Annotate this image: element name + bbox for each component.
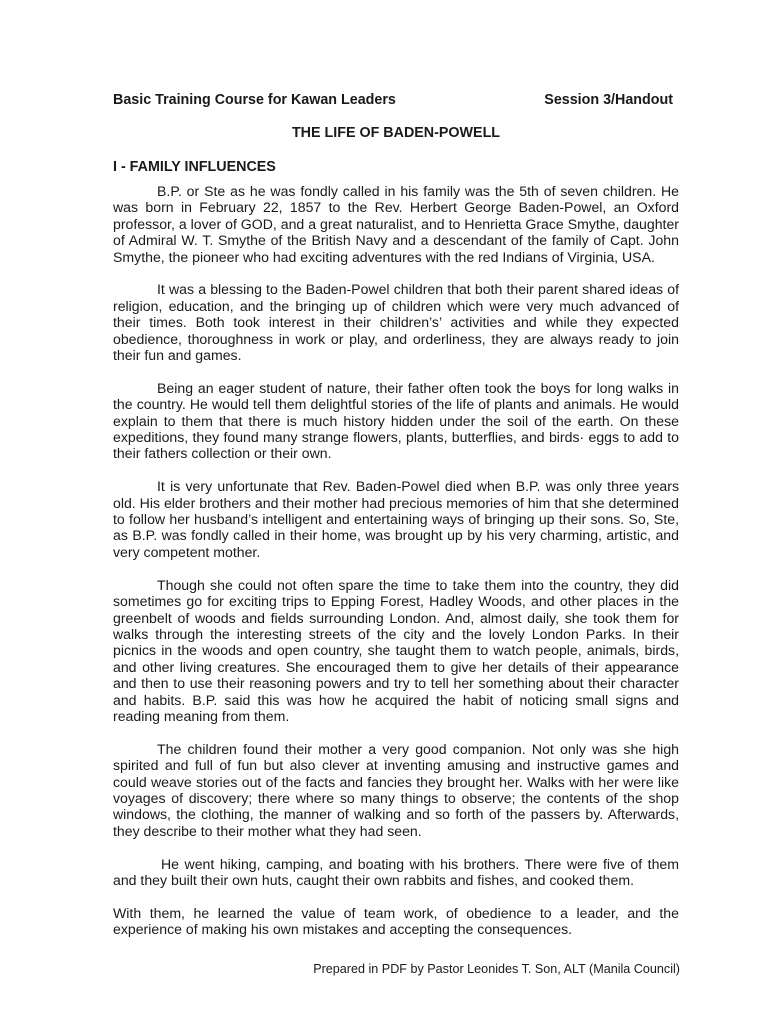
session-label: Session 3/Handout bbox=[544, 92, 673, 108]
document-header bbox=[113, 92, 673, 112]
paragraph: It was a blessing to the Baden-Powel children that both their parent shared ideas of religion, education, and the bringing up of children which were very much advanced of their times. Both took interest in their children’s’ activities and while they expected obedience, thoroughness in work or play, and orderliness, they are always ready to join their fun and games. bbox=[113, 281, 679, 364]
paragraph: It is very unfortunate that Rev. Baden-Powel died when B.P. was only three years old. His elder brothers and their mother had precious memories of him that she determined to follow her husband’s intelligent and entertaining ways of bringing up their sons. So, Ste, as B.P. was fondly called in their home, was brought up by his very charming, artistic, and very competent mother. bbox=[113, 478, 679, 560]
paragraph: He went hiking, camping, and boating with his brothers. There were five of them and they built their own huts, caught their own rabbits and fishes, and cooked them. bbox=[113, 855, 679, 888]
document-title: THE LIFE OF BADEN-POWELL bbox=[291, 125, 501, 141]
paragraph: Being an eager student of nature, their father often took the boys for long walks in the country. He would tell them delightful stories of the life of plants and animals. He would explain to them that there is much history hidden under the soil of the earth. On these expeditions, they found many strange flowers, plants, butterflies, and birds· eggs to add to their fathers collection or their own. bbox=[113, 379, 679, 462]
paragraph: The children found their mother a very good companion. Not only was she high spirited and full of fun but also clever at inventing amusing and instructive games and could weave stories out of the facts and fancies they brought her. Walks with her were like voyages of discovery; there where so many things to observe; the contents of the shop windows, the clothing, the manner of walking and so forth of the passers by. Afterwards, they describe to their mother what they had seen. bbox=[113, 740, 679, 839]
paragraph: With them, he learned the value of team work, of obedience to a leader, and the experience of making his own mistakes and accepting the consequences. bbox=[113, 904, 679, 938]
paragraph: B.P. or Ste as he was fondly called in his family was the 5th of seven children. He was born in February 22, 1857 to the Rev. Herbert George Baden-Powel, an Oxford professor, a lover of GOD, and a great naturalist, and to Henrietta Grace Smythe, daughter of Admiral W. T. Smythe of the British Navy and a descendant of the family of Capt. John Smythe, the pioneer who had exciting adventures with the red Indians of Virginia, USA. bbox=[113, 183, 679, 265]
section-heading: I - FAMILY INFLUENCES bbox=[113, 159, 276, 175]
page-footer: Prepared in PDF by Pastor Leonides T. Son, ALT (Manila Council) bbox=[313, 962, 680, 976]
course-title: Basic Training Course for Kawan Leaders bbox=[113, 92, 396, 108]
paragraph: Though she could not often spare the time to take them into the country, they did sometimes go for exciting trips to Epping Forest, Hadley Woods, and other places in the greenbelt of woods and fields surrounding London. And, almost daily, she took them for walks through the interesting streets of the city and the lovely London Parks. In their picnics in the woods and open country, she taught them to watch people, animals, birds, and other living creatures. She encouraged them to give her details of their appearance and then to use their reasoning powers and try to tell her something about their character and habits. B.P. said this was how he acquired the habit of noticing small signs and reading meaning from them. bbox=[113, 576, 679, 724]
document-body bbox=[113, 183, 679, 954]
